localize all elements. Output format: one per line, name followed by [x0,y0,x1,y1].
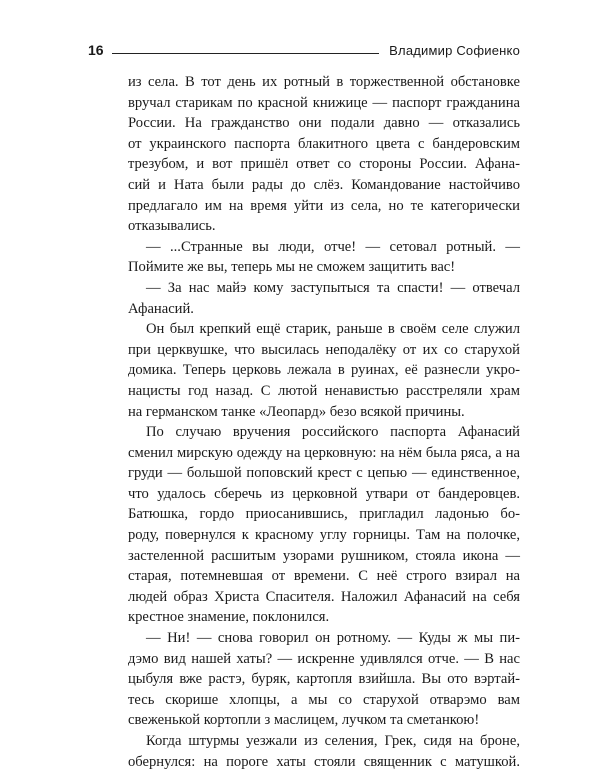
text-line: цыбуля вже растэ, буряк, картопля взийшла. Вы ото вэртай- [128,671,520,688]
text-line: трезубом, и вот пришёл ответ со стороны России. Афана- [128,156,520,173]
text-line: застеленной расшитым узорами рушником, стояла икона — [128,547,520,564]
text-line: из села. В тот день их ротный в торжественной обстановке [128,74,520,90]
text-line: Поймите же вы, теперь мы не сможем защитить вас! [128,259,456,276]
text-line: домика. Теперь церковь лежала в руинах, её разнесли укро- [128,362,520,379]
text-line: предлагало им на время уйти из села, но те категорически [128,197,520,214]
text-line: крестное знамение, поклонился. [128,609,330,626]
text-line: России. На гражданство они подали давно — отказались [128,115,520,132]
text-line: — ...Странные вы люди, отче! — сетовал ротный. — [146,238,520,255]
text-line: груди — большой поповский крест с цепью — единственное, [128,465,520,482]
text-line: свеженькой кортопли з маслицем, лучком та сметанкою! [128,712,480,729]
paragraph [128,628,520,731]
running-author: Владимир Софиенко [389,42,520,58]
paragraph [128,731,520,772]
text-line: нацисты год назад. С лютой ненавистью расстреляли храм [128,382,520,399]
text-line: что удалось сберечь из церковной утвари от бандеровцев. [128,485,520,502]
text-line: людей образ Христа Спасителя. Наложил Афанасий на себя [128,588,520,605]
text-line: тесь скорише хлопцы, а мы со старухой отварэмо вам [128,691,520,708]
paragraph [128,278,520,319]
header-rule [112,53,380,54]
text-line: — За нас майэ кому заступытыся та спасти! — отвечал [146,279,520,296]
running-header [88,41,520,59]
text-line: старая, потемневшая от времени. С неё строго взирал на [128,568,520,585]
text-line: роду, повернулся к красному углу горницы. Там на полочке, [128,527,520,544]
text-line: обернулся: на пороге хаты стояли священник с матушкой. [128,753,520,770]
text-line: сменил мирскую одежду на церковную: на нём была ряса, а на [128,444,520,461]
text-line: По случаю вручения российского паспорта Афанасий [146,424,520,441]
text-line: дэмо вид нашей хаты? — искренне удивлялся отче. — В нас [128,650,520,667]
text-line: — Ни! — снова говорил он ротному. — Куды ж мы пи- [146,630,520,647]
text-line: вручал старикам по красной книжице — паспорт гражданина [128,94,520,111]
paragraph [128,422,520,628]
paragraph [128,319,520,422]
paragraph [128,237,520,278]
text-line: при церквушке, что высилась неподалёку от их со старухой [128,341,520,358]
text-line: отказывались. [128,218,216,235]
text-line: Когда штурмы уезжали из селения, Грек, сидя на броне, [146,733,520,749]
text-line: на германском танке «Леопард» безо всякой причины. [128,403,465,420]
page-number: 16 [88,42,104,58]
text-line: сий и Ната были рады до слёз. Командование настойчиво [128,176,520,193]
text-line: Батюшка, гордо приосанившись, пригладил ладонью бо- [128,506,520,523]
text-line: от украинского паспорта блакитного цвета с бандеровским [128,135,520,152]
text-line: Он был крепкий ещё старик, раньше в своём селе служил [146,321,520,338]
paragraph [128,72,520,237]
text-line: Афанасий. [128,300,194,317]
body-text [128,72,520,772]
